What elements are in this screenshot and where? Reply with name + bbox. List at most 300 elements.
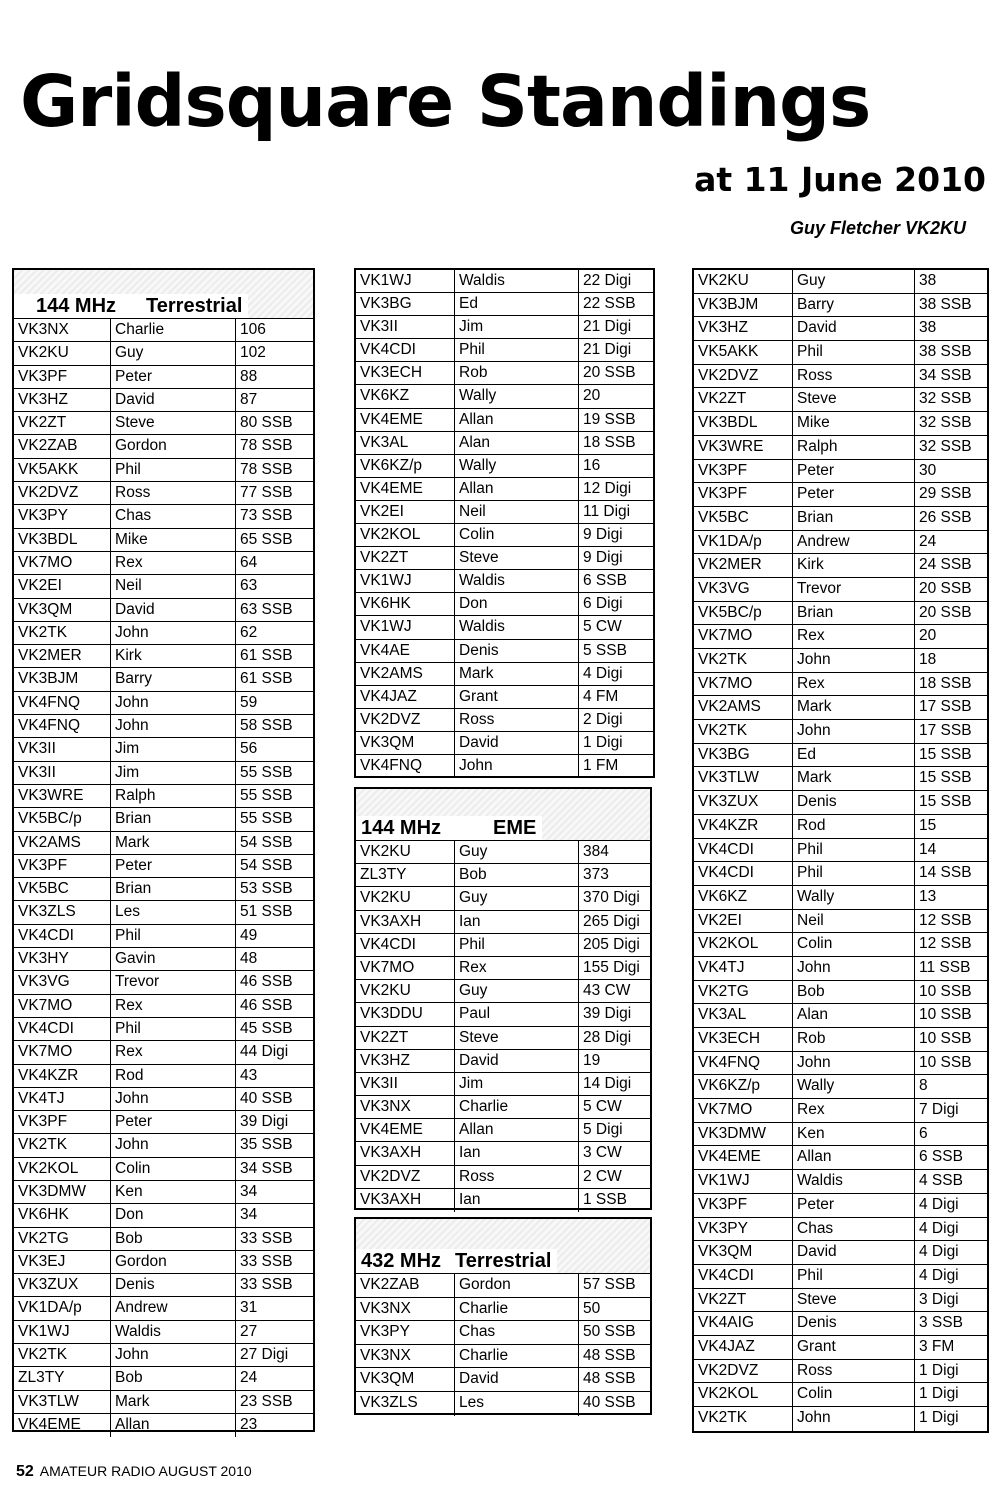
callsign-cell: VK7MO (698, 1101, 753, 1119)
callsign-cell: VK3BG (698, 745, 750, 763)
score-cell: 5 CW (578, 616, 653, 638)
table-row (694, 1360, 987, 1384)
score-cell: 43 (235, 1065, 313, 1087)
score-cell: 61 SSB (235, 645, 313, 667)
callsign-cell: VK3ECH (360, 364, 423, 382)
score-cell: 384 (578, 841, 650, 863)
name-cell: Brian (792, 602, 914, 625)
score-cell: 102 (235, 342, 313, 364)
table-band-label: 144 MHz (36, 295, 117, 317)
table-rows (356, 270, 653, 778)
callsign-cell: VK4FNQ (18, 693, 81, 711)
callsign-cell: VK2KOL (698, 935, 759, 953)
name-cell: John (110, 692, 235, 714)
score-cell: 29 SSB (914, 483, 987, 506)
callsign-cell: VK3WRE (698, 437, 764, 455)
callsign-cell: VK7MO (18, 996, 73, 1014)
callsign-cell: VK3NX (18, 321, 69, 338)
table-row (356, 980, 650, 1003)
name-cell: Denis (792, 1312, 914, 1335)
name-cell: Ken (110, 1181, 235, 1203)
callsign-cell: VK7MO (18, 1043, 73, 1061)
score-cell: 14 SSB (914, 862, 987, 885)
callsign-cell: VK4TJ (18, 1089, 65, 1107)
table-mode-label: EME (493, 817, 537, 839)
score-cell: 80 SSB (235, 412, 313, 434)
table-row (356, 841, 650, 864)
callsign-cell: VK4CDI (698, 1266, 754, 1284)
table-row (356, 616, 653, 639)
name-cell: David (792, 1241, 914, 1264)
table-row (356, 732, 653, 755)
table-row (14, 1414, 313, 1437)
table-row (356, 709, 653, 732)
table-row (356, 755, 653, 778)
name-cell: Ross (792, 1360, 914, 1383)
callsign-cell: VK7MO (18, 553, 73, 571)
table-row (694, 602, 987, 626)
name-cell: Gordon (110, 435, 235, 457)
score-cell: 49 (235, 925, 313, 947)
table-row (14, 1274, 313, 1297)
table-row (694, 1265, 987, 1289)
name-cell: John (792, 649, 914, 672)
score-cell: 35 SSB (235, 1134, 313, 1156)
callsign-cell: VK4CDI (360, 341, 416, 359)
table-row (14, 435, 313, 458)
table-row (14, 645, 313, 668)
name-cell: Wally (792, 1075, 914, 1098)
table-row (694, 673, 987, 697)
name-cell: Don (110, 1204, 235, 1226)
table-row (14, 925, 313, 948)
callsign-cell: VK2KOL (698, 1385, 759, 1403)
name-cell: Neil (454, 501, 578, 523)
callsign-cell: VK4AE (360, 641, 410, 659)
score-cell: 61 SSB (235, 668, 313, 690)
callsign-cell: VK2TK (18, 623, 68, 641)
callsign-cell: VK3TLW (698, 769, 759, 787)
score-cell: 32 SSB (914, 436, 987, 459)
score-cell: 55 SSB (235, 808, 313, 830)
table-row (14, 1065, 313, 1088)
table-432-terrestrial (354, 1217, 652, 1415)
callsign-cell: VK5BC (698, 508, 749, 526)
name-cell: Gavin (110, 948, 235, 970)
name-cell: Ross (110, 482, 235, 504)
score-cell: 2 Digi (578, 709, 653, 731)
score-cell: 77 SSB (235, 482, 313, 504)
score-cell: 20 SSB (914, 602, 987, 625)
table-row (14, 412, 313, 435)
score-cell: 50 (578, 1298, 650, 1321)
callsign-cell: VK4CDI (698, 864, 754, 882)
score-cell: 1 Digi (914, 1407, 987, 1431)
callsign-cell: VK7MO (698, 674, 753, 692)
table-row (14, 1181, 313, 1204)
name-cell: Allan (454, 1119, 578, 1141)
table-row (14, 599, 313, 622)
name-cell: Ross (792, 365, 914, 388)
score-cell: 21 Digi (578, 339, 653, 361)
callsign-cell: VK3II (360, 318, 398, 336)
name-cell: Peter (110, 1111, 235, 1133)
name-cell: David (110, 389, 235, 411)
table-row (356, 864, 650, 887)
score-cell: 3 Digi (914, 1289, 987, 1312)
table-header (14, 270, 313, 319)
callsign-cell: VK3VG (18, 973, 70, 991)
table-row (356, 1003, 650, 1026)
table-row (694, 767, 987, 791)
name-cell: Jim (110, 738, 235, 760)
name-cell: Gordon (454, 1274, 578, 1297)
score-cell: 48 SSB (578, 1345, 650, 1368)
callsign-cell: VK2EI (698, 911, 742, 929)
name-cell: Barry (110, 668, 235, 690)
name-cell: John (792, 1407, 914, 1431)
table-432-terrestrial-continued (692, 268, 989, 1433)
table-row (694, 649, 987, 673)
name-cell: Ian (454, 911, 578, 933)
table-row (356, 593, 653, 616)
callsign-cell: VK3WRE (18, 786, 84, 804)
table-row (356, 270, 653, 293)
table-144-terrestrial (12, 268, 315, 1432)
score-cell: 6 (914, 1123, 987, 1146)
table-row (356, 478, 653, 501)
callsign-cell: VK3BG (360, 295, 412, 313)
score-cell: 64 (235, 552, 313, 574)
name-cell: Kirk (110, 645, 235, 667)
table-row (356, 362, 653, 385)
callsign-cell: VK3AL (698, 1006, 747, 1024)
callsign-cell: VK2EI (360, 502, 404, 520)
callsign-cell: VK2TG (698, 982, 749, 1000)
callsign-cell: VK4CDI (360, 935, 416, 953)
name-cell: Rex (454, 957, 578, 979)
table-row (694, 483, 987, 507)
table-row (694, 839, 987, 863)
callsign-cell: VK4CDI (18, 1019, 74, 1037)
score-cell: 46 SSB (235, 995, 313, 1017)
name-cell: Rob (454, 362, 578, 384)
name-cell: Peter (792, 483, 914, 506)
table-144-eme (354, 787, 652, 1210)
callsign-cell: VK2KU (18, 344, 69, 362)
name-cell: Ed (792, 744, 914, 767)
score-cell: 13 (914, 886, 987, 909)
callsign-cell: VK3NX (360, 1299, 411, 1317)
score-cell: 4 FM (578, 686, 653, 708)
score-cell: 373 (578, 864, 650, 886)
callsign-cell: VK4EME (360, 410, 423, 428)
callsign-cell: VK3ZUX (698, 793, 759, 811)
table-row (14, 1204, 313, 1227)
callsign-cell: VK2DVZ (698, 1361, 759, 1379)
table-row (356, 911, 650, 934)
name-cell: Mark (110, 1391, 235, 1413)
table-row (694, 270, 987, 294)
name-cell: Steve (792, 1289, 914, 1312)
score-cell: 31 (235, 1297, 313, 1319)
score-cell: 44 Digi (235, 1041, 313, 1063)
table-row (14, 622, 313, 645)
name-cell: Ian (454, 1142, 578, 1164)
name-cell: Alan (454, 432, 578, 454)
table-rows (356, 1274, 650, 1416)
callsign-cell: VK1DA/p (18, 1299, 82, 1317)
score-cell: 38 SSB (914, 341, 987, 364)
score-cell: 205 Digi (578, 934, 650, 956)
table-row (356, 1142, 650, 1165)
callsign-cell: VK4FNQ (18, 717, 81, 735)
table-row (356, 501, 653, 524)
callsign-cell: VK2TG (18, 1229, 69, 1247)
callsign-cell: VK2KU (360, 982, 411, 1000)
table-row (14, 529, 313, 552)
callsign-cell: VK2KOL (18, 1159, 79, 1177)
name-cell: Steve (454, 547, 578, 569)
name-cell: Charlie (454, 1096, 578, 1118)
callsign-cell: VK6KZ/p (360, 456, 423, 474)
score-cell: 3 SSB (914, 1312, 987, 1335)
name-cell: Trevor (110, 971, 235, 993)
callsign-cell: VK4TJ (698, 958, 745, 976)
name-cell: John (454, 755, 578, 778)
table-row (14, 715, 313, 738)
name-cell: Guy (454, 980, 578, 1002)
table-row (694, 981, 987, 1005)
table-title (356, 816, 542, 840)
score-cell: 12 SSB (914, 910, 987, 933)
score-cell: 87 (235, 389, 313, 411)
name-cell: Allan (792, 1146, 914, 1169)
table-row (694, 1289, 987, 1313)
table-rows (14, 319, 313, 1437)
callsign-cell: VK3PF (698, 461, 748, 479)
table-row (14, 878, 313, 901)
callsign-cell: VK4EME (698, 1148, 761, 1166)
table-row (356, 1345, 650, 1369)
name-cell: Brian (110, 808, 235, 830)
table-row (694, 910, 987, 934)
name-cell: Rod (110, 1065, 235, 1087)
name-cell: Mark (454, 663, 578, 685)
table-row (356, 385, 653, 408)
callsign-cell: VK2MER (698, 556, 762, 574)
name-cell: John (792, 1052, 914, 1075)
table-row (694, 531, 987, 555)
callsign-cell: VK2DVZ (698, 366, 759, 384)
callsign-cell: VK3BDL (698, 414, 758, 432)
table-row (14, 1088, 313, 1111)
score-cell: 32 SSB (914, 412, 987, 435)
score-cell: 51 SSB (235, 901, 313, 923)
name-cell: John (110, 1088, 235, 1110)
name-cell: David (454, 1050, 578, 1072)
callsign-cell: VK6HK (18, 1206, 69, 1224)
score-cell: 59 (235, 692, 313, 714)
name-cell: Mike (110, 529, 235, 551)
score-cell: 63 (235, 575, 313, 597)
name-cell: John (110, 1344, 235, 1366)
callsign-cell: VK3NX (360, 1346, 411, 1364)
score-cell: 4 Digi (578, 663, 653, 685)
table-row (356, 686, 653, 709)
callsign-cell: VK2ZAB (18, 437, 78, 455)
table-row (694, 1336, 987, 1360)
score-cell: 18 SSB (914, 673, 987, 696)
name-cell: Jim (454, 1073, 578, 1095)
table-row (14, 1391, 313, 1414)
callsign-cell: VK2TK (18, 1346, 68, 1364)
table-row (694, 1218, 987, 1242)
score-cell: 15 SSB (914, 767, 987, 790)
callsign-cell: VK3QM (360, 733, 415, 751)
score-cell: 19 SSB (578, 409, 653, 431)
name-cell: Trevor (792, 578, 914, 601)
table-row (14, 552, 313, 575)
table-row (356, 316, 653, 339)
name-cell: Chas (792, 1218, 914, 1241)
page-title: Gridsquare Standings (20, 60, 871, 143)
callsign-cell: VK3II (18, 763, 56, 781)
name-cell: Don (454, 593, 578, 615)
callsign-cell: VK4AIG (698, 1314, 754, 1332)
callsign-cell: VK2KU (698, 272, 749, 289)
callsign-cell: VK3AXH (360, 912, 422, 930)
score-cell: 50 SSB (578, 1321, 650, 1344)
score-cell: 12 Digi (578, 478, 653, 500)
callsign-cell: VK2AMS (18, 833, 81, 851)
score-cell: 39 Digi (235, 1111, 313, 1133)
table-title (356, 1249, 557, 1273)
score-cell: 45 SSB (235, 1018, 313, 1040)
callsign-cell: VK2ZT (360, 1028, 409, 1046)
callsign-cell: VK3DMW (18, 1182, 87, 1200)
name-cell: Paul (454, 1003, 578, 1025)
table-row (14, 1251, 313, 1274)
callsign-cell: VK3ZLS (360, 1393, 418, 1411)
name-cell: Rex (792, 673, 914, 696)
score-cell: 10 SSB (914, 981, 987, 1004)
table-row (694, 1146, 987, 1170)
callsign-cell: VK3QM (360, 1370, 415, 1388)
name-cell: Mark (792, 696, 914, 719)
table-row (14, 1367, 313, 1390)
table-row (694, 1312, 987, 1336)
score-cell: 20 (914, 625, 987, 648)
name-cell: Rex (792, 625, 914, 648)
score-cell: 9 Digi (578, 547, 653, 569)
score-cell: 23 (235, 1414, 313, 1437)
name-cell: Chas (110, 505, 235, 527)
callsign-cell: VK5AKK (698, 343, 759, 361)
callsign-cell: VK5BC (18, 880, 69, 898)
callsign-cell: VK3PY (698, 1219, 748, 1237)
name-cell: Peter (792, 1194, 914, 1217)
callsign-cell: VK3QM (18, 600, 73, 618)
table-row (14, 1321, 313, 1344)
page-number: 52 (16, 1463, 34, 1480)
name-cell: Brian (110, 878, 235, 900)
score-cell: 62 (235, 622, 313, 644)
score-cell: 4 Digi (914, 1265, 987, 1288)
table-row (14, 1228, 313, 1251)
score-cell: 7 Digi (914, 1099, 987, 1122)
score-cell: 24 (235, 1367, 313, 1389)
score-cell: 78 SSB (235, 435, 313, 457)
table-row (14, 1111, 313, 1134)
score-cell: 19 (578, 1050, 650, 1072)
name-cell: Jim (110, 762, 235, 784)
name-cell: Denis (110, 1274, 235, 1296)
name-cell: Guy (792, 270, 914, 293)
table-row (694, 388, 987, 412)
table-row (14, 901, 313, 924)
name-cell: John (792, 720, 914, 743)
score-cell: 4 Digi (914, 1218, 987, 1241)
table-mode-label: Terrestrial (146, 295, 243, 317)
table-row (694, 294, 987, 318)
score-cell: 27 Digi (235, 1344, 313, 1366)
table-row (694, 1052, 987, 1076)
table-row (14, 971, 313, 994)
table-row (356, 1298, 650, 1322)
table-row (694, 317, 987, 341)
name-cell: Wally (454, 385, 578, 407)
score-cell: 40 SSB (235, 1088, 313, 1110)
table-row (14, 995, 313, 1018)
score-cell: 23 SSB (235, 1391, 313, 1413)
name-cell: Andrew (110, 1297, 235, 1319)
name-cell: David (792, 317, 914, 340)
name-cell: Brian (792, 507, 914, 530)
table-row (14, 948, 313, 971)
score-cell: 11 Digi (578, 501, 653, 523)
score-cell: 30 (914, 460, 987, 483)
name-cell: Ross (454, 709, 578, 731)
name-cell: Rex (110, 995, 235, 1017)
name-cell: Phil (792, 839, 914, 862)
score-cell: 12 SSB (914, 933, 987, 956)
table-row (694, 744, 987, 768)
callsign-cell: VK2DVZ (18, 484, 79, 502)
name-cell: Mark (792, 767, 914, 790)
score-cell: 73 SSB (235, 505, 313, 527)
callsign-cell: VK7MO (698, 627, 753, 645)
name-cell: Mark (110, 832, 235, 854)
callsign-cell: VK3HZ (698, 319, 748, 337)
callsign-cell: VK3PY (18, 507, 68, 525)
name-cell: Phil (792, 341, 914, 364)
table-row (694, 1028, 987, 1052)
table-row (356, 887, 650, 910)
callsign-cell: VK2ZT (698, 390, 747, 408)
score-cell: 6 SSB (914, 1146, 987, 1169)
table-row (694, 791, 987, 815)
score-cell: 1 Digi (578, 732, 653, 754)
name-cell: Steve (110, 412, 235, 434)
name-cell: Charlie (110, 319, 235, 341)
callsign-cell: VK3ECH (698, 1030, 761, 1047)
name-cell: Guy (454, 841, 578, 863)
callsign-cell: VK3AXH (360, 1190, 422, 1208)
score-cell: 34 SSB (235, 1158, 313, 1180)
callsign-cell: VK2DVZ (360, 710, 421, 728)
name-cell: Wally (454, 455, 578, 477)
